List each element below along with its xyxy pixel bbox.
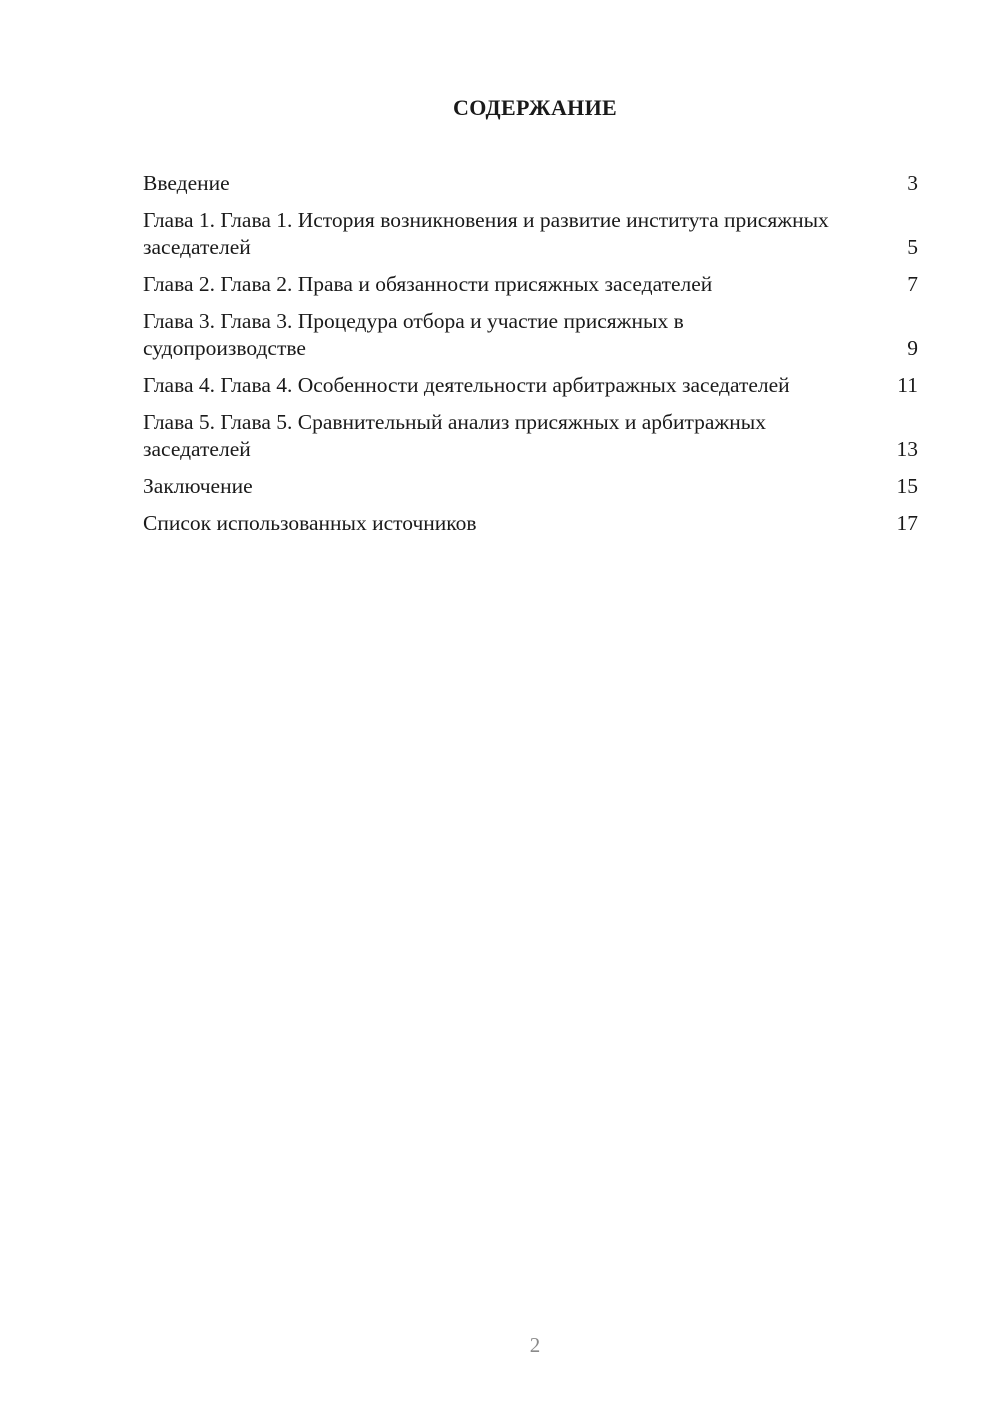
toc-entry-text: Глава 4. Глава 4. Особенности деятельности арбитражных заседателей <box>143 373 790 397</box>
toc-entry-page: 7 <box>907 272 918 296</box>
page-number: 2 <box>529 1333 541 1357</box>
toc-entry-text: Глава 5. Глава 5. Сравнительный анализ присяжных и арбитражных заседателей <box>143 410 766 461</box>
toc-entry-page: 11 <box>897 373 918 397</box>
toc-entry-conclusion[interactable] <box>143 473 918 500</box>
toc-entry-page: 15 <box>896 474 918 498</box>
toc-entry-chapter-5[interactable] <box>143 409 918 463</box>
toc-entry-page: 13 <box>896 437 918 461</box>
toc-entry-chapter-2[interactable] <box>143 271 918 298</box>
toc-entry-text: Глава 3. Глава 3. Процедура отбора и участие присяжных в судопроизводстве <box>143 309 684 360</box>
toc-entry-references[interactable] <box>143 510 918 537</box>
toc-entry-text: Глава 1. Глава 1. История возникновения и развитие института присяжных заседателей <box>143 208 829 259</box>
toc-entry-chapter-4[interactable] <box>143 372 918 399</box>
toc-entry-text: Заключение <box>143 474 253 498</box>
table-of-contents <box>143 170 918 547</box>
toc-entry-chapter-1[interactable] <box>143 207 918 261</box>
toc-title: СОДЕРЖАНИЕ <box>453 95 617 120</box>
toc-entry-text: Введение <box>143 171 230 195</box>
toc-entry-introduction[interactable] <box>143 170 918 197</box>
toc-entry-page: 5 <box>907 235 918 259</box>
toc-entry-text: Список использованных источников <box>143 511 477 535</box>
toc-entry-page: 9 <box>907 336 918 360</box>
toc-entry-page: 17 <box>896 511 918 535</box>
toc-entry-page: 3 <box>907 171 918 195</box>
toc-entry-chapter-3[interactable] <box>143 308 918 362</box>
toc-entry-text: Глава 2. Глава 2. Права и обязанности присяжных заседателей <box>143 272 713 296</box>
